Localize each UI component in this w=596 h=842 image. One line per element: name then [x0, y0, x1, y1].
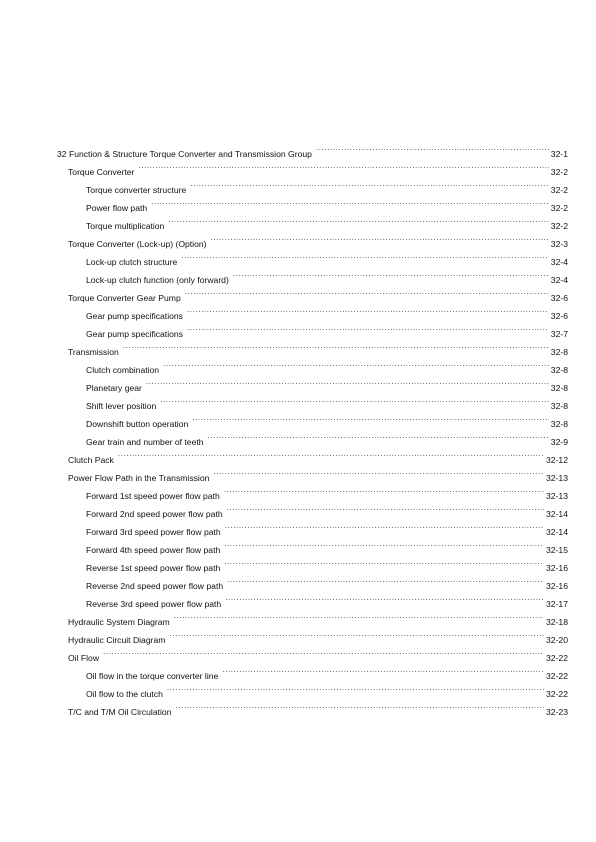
toc-entry-page: 32-13 [546, 473, 568, 483]
dot-leader [160, 391, 549, 409]
toc-entry-page: 32-18 [546, 617, 568, 627]
toc-entry-page: 32-8 [550, 401, 568, 411]
toc-entry-title: Reverse 2nd speed power flow path [86, 581, 224, 591]
dot-leader [190, 175, 548, 193]
toc-entry-title: Clutch combination [86, 365, 160, 375]
toc-entry-title: Oil Flow [68, 653, 100, 663]
toc-entry-title: Shift lever position [86, 401, 157, 411]
toc-entry-title: Transmission [68, 347, 119, 357]
toc-entry[interactable] [57, 139, 568, 157]
toc-entry-title: Lock-up clutch structure [86, 257, 178, 267]
toc-entry-title: Torque multiplication [86, 221, 165, 231]
dot-leader [224, 535, 544, 553]
dot-leader [138, 157, 548, 175]
dot-leader [224, 481, 544, 499]
toc-entry[interactable] [57, 355, 568, 373]
dot-leader [103, 643, 544, 661]
dot-leader [187, 319, 549, 337]
toc-entry-title: Forward 3rd speed power flow path [86, 527, 221, 537]
toc-entry-page: 32-8 [550, 383, 568, 393]
toc-entry-title: Oil flow in the torque converter line [86, 671, 219, 681]
toc-entry-title: Oil flow to the clutch [86, 689, 163, 699]
toc-entry-page: 32-8 [550, 347, 568, 357]
dot-leader [163, 355, 549, 373]
toc-entry-title: Downshift button operation [86, 419, 189, 429]
toc-entry-page: 32-20 [546, 635, 568, 645]
toc-entry-title: Gear train and number of teeth [86, 437, 204, 447]
toc-entry-title: Planetary gear [86, 383, 142, 393]
toc-entry-title: Reverse 1st speed power flow path [86, 563, 221, 573]
toc-entry-page: 32-1 [550, 149, 568, 159]
toc-entry-page: 32-14 [546, 509, 568, 519]
toc-entry[interactable] [57, 337, 568, 355]
toc-entry-page: 32-3 [550, 239, 568, 249]
toc-entry-title: Power flow path [86, 203, 148, 213]
toc-entry-title: Forward 1st speed power flow path [86, 491, 220, 501]
toc-entry-title: Forward 2nd speed power flow path [86, 509, 223, 519]
toc-entry[interactable] [57, 463, 568, 481]
toc-entry-title: Gear pump specifications [86, 311, 183, 321]
toc-entry-page: 32-2 [550, 185, 568, 195]
dot-leader [316, 139, 549, 157]
dot-leader [208, 427, 549, 445]
dot-leader [225, 517, 544, 535]
toc-entry-title: Torque Converter Gear Pump [68, 293, 181, 303]
toc-entry-page: 32-17 [546, 599, 568, 609]
toc-entry-page: 32-14 [546, 527, 568, 537]
toc-entry-title: Reverse 3rd speed power flow path [86, 599, 222, 609]
toc-entry-title: T/C and T/M Oil Circulation [68, 707, 172, 717]
dot-leader [187, 301, 549, 319]
dot-leader [225, 589, 544, 607]
dot-leader [233, 265, 549, 283]
toc-entry-title: Hydraulic Circuit Diagram [68, 635, 166, 645]
toc-entry-page: 32-2 [550, 221, 568, 231]
dot-leader [227, 571, 544, 589]
toc-entry-page: 32-7 [550, 329, 568, 339]
toc-entry-title: 32 Function & Structure Torque Converter and Transmission Group [57, 149, 312, 159]
toc-entry-page: 32-22 [546, 689, 568, 699]
toc-entry[interactable] [57, 445, 568, 463]
dot-leader [169, 625, 544, 643]
toc-entry-page: 32-6 [550, 311, 568, 321]
toc-entry-title: Torque Converter [68, 167, 135, 177]
toc-entry-page: 32-12 [546, 455, 568, 465]
dot-leader [146, 373, 549, 391]
dot-leader [175, 697, 544, 715]
toc-entry-title: Forward 4th speed power flow path [86, 545, 221, 555]
toc-entry-page: 32-16 [546, 581, 568, 591]
dot-leader [118, 445, 544, 463]
dot-leader [224, 553, 544, 571]
dot-leader [185, 283, 549, 301]
dot-leader [168, 211, 548, 229]
toc-entry[interactable] [57, 643, 568, 661]
dot-leader [213, 463, 544, 481]
toc-entry-page: 32-2 [550, 167, 568, 177]
toc-entry-page: 32-22 [546, 653, 568, 663]
dot-leader [227, 499, 544, 517]
dot-leader [151, 193, 549, 211]
toc-entry-title: Power Flow Path in the Transmission [68, 473, 210, 483]
toc-entry-page: 32-8 [550, 419, 568, 429]
toc-entry-title: Gear pump specifications [86, 329, 183, 339]
toc-entry-page: 32-4 [550, 275, 568, 285]
toc-entry[interactable] [57, 661, 568, 679]
toc-entry-page: 32-9 [550, 437, 568, 447]
toc-entry-title: Lock-up clutch function (only forward) [86, 275, 229, 285]
dot-leader [192, 409, 549, 427]
dot-leader [174, 607, 544, 625]
toc-entry-title: Torque converter structure [86, 185, 187, 195]
toc-entry-title: Torque Converter (Lock-up) (Option) [68, 239, 207, 249]
dot-leader [123, 337, 549, 355]
toc-entry-title: Clutch Pack [68, 455, 114, 465]
toc-entry-page: 32-2 [550, 203, 568, 213]
toc-entry-page: 32-6 [550, 293, 568, 303]
toc-entry-page: 32-16 [546, 563, 568, 573]
table-of-contents [57, 139, 568, 715]
dot-leader [222, 661, 544, 679]
dot-leader [181, 247, 549, 265]
dot-leader [211, 229, 549, 247]
toc-entry-page: 32-4 [550, 257, 568, 267]
toc-entry-page: 32-15 [546, 545, 568, 555]
toc-entry-page: 32-13 [546, 491, 568, 501]
toc-entry-title: Hydraulic System Diagram [68, 617, 170, 627]
toc-entry-page: 32-8 [550, 365, 568, 375]
toc-entry-page: 32-23 [546, 707, 568, 717]
toc-entry-page: 32-22 [546, 671, 568, 681]
dot-leader [167, 679, 544, 697]
